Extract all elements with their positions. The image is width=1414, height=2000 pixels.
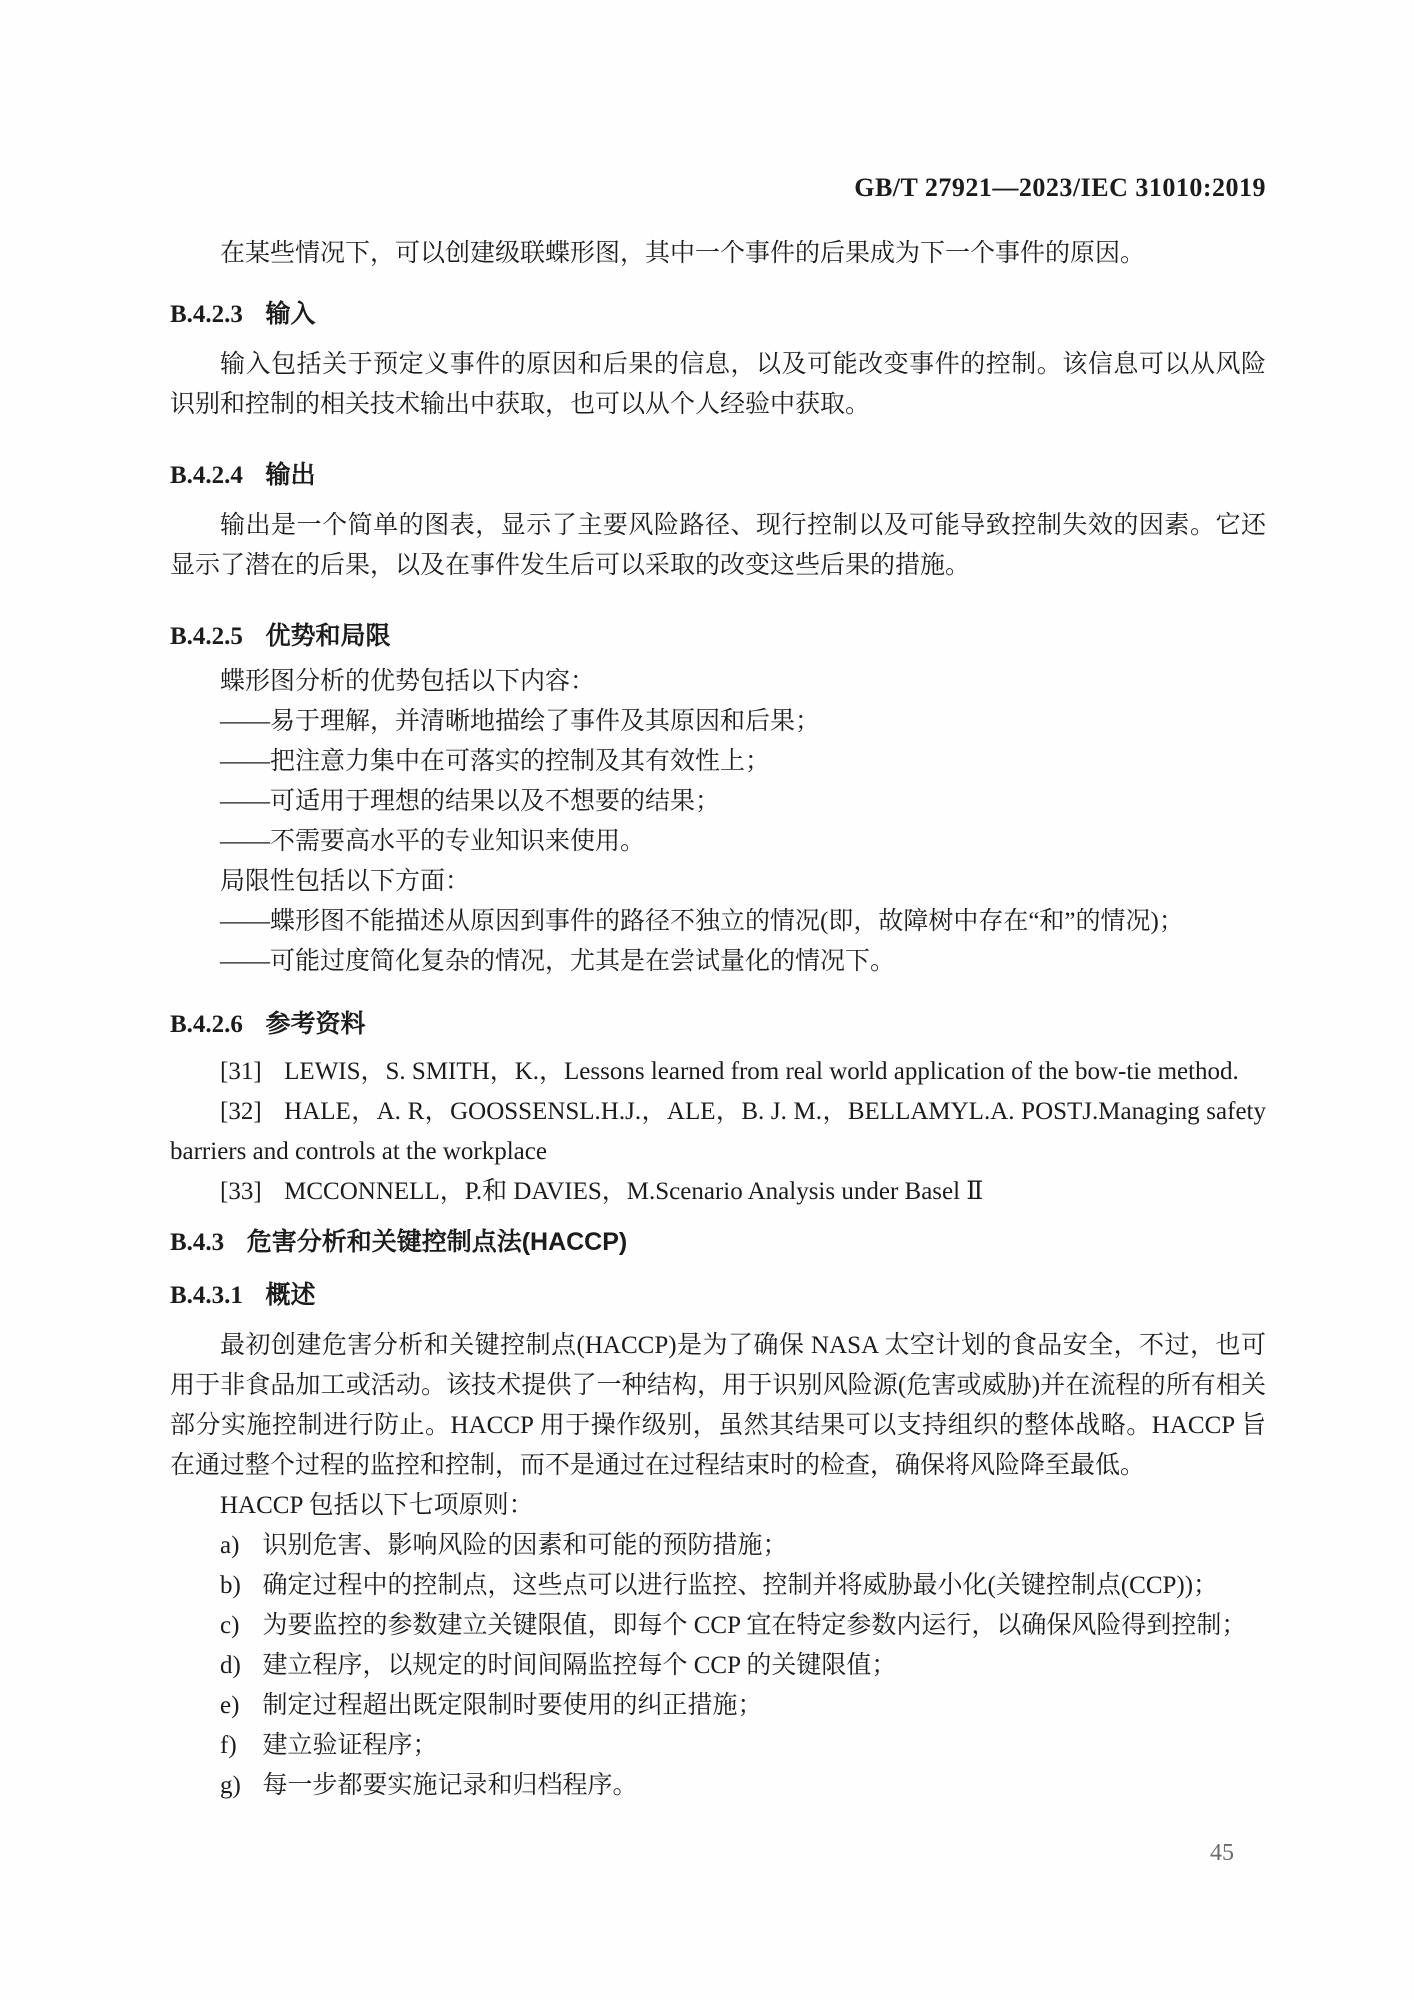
heading-number: B.4.2.3 <box>170 301 243 328</box>
page-number: 45 <box>1210 1840 1234 1866</box>
ref-label: [33] <box>220 1178 262 1205</box>
section-heading-b426 <box>170 1004 1266 1045</box>
principles-intro: HACCP 包括以下七项原则： <box>220 1492 534 1519</box>
principle-text: 每一步都要实施记录和归档程序。 <box>262 1772 638 1799</box>
principle-item <box>170 1726 1266 1766</box>
principle-text: 确定过程中的控制点，这些点可以进行监控、控制并将威胁最小化(关键控制点(CCP))； <box>262 1572 1219 1599</box>
heading-title: 概述 <box>265 1281 316 1309</box>
section-heading-b423 <box>170 294 1266 335</box>
paragraph-b431-overview: 最初创建危害分析和关键控制点(HACCP)是为了确保 NASA 太空计划的食品安全，不过，也可用于非食品加工或活动。该技术提供了一种结构，用于识别风险源(危害或威胁)并在流程的所有相关部分实施控制进行防止。HACCP 用于操作级别，虽然其结果可以支持组织的整体战略。HACCP 旨在通过整个过程的监控和控制，而不是通过在过程结束时的检查，确保将风险降至最低。 <box>170 1332 1266 1479</box>
principle-item <box>170 1686 1266 1726</box>
principle-item <box>170 1526 1266 1566</box>
ref-text: HALE，A. R，GOOSSENSL.H.J.，ALE，B. J. M.，BELLAMYL.A. POSTJ.Managing safety barriers and controls at the workplace <box>170 1098 1266 1165</box>
ref-text: MCCONNELL，P.和 DAVIES，M.Scenario Analysis under Basel Ⅱ <box>284 1178 984 1205</box>
strength-item: ——可适用于理想的结果以及不想要的结果； <box>220 788 721 815</box>
reference-item <box>170 1092 1266 1172</box>
strength-item: ——不需要高水平的专业知识来使用。 <box>220 828 646 855</box>
heading-number: B.4.2.5 <box>170 623 243 650</box>
principle-item <box>170 1646 1266 1686</box>
paragraph-b423: 输入包括关于预定义事件的原因和后果的信息，以及可能改变事件的控制。该信息可以从风险识别和控制的相关技术输出中获取，也可以从个人经验中获取。 <box>170 351 1266 418</box>
paragraph-b424: 输出是一个简单的图表，显示了主要风险路径、现行控制以及可能导致控制失效的因素。它还显示了潜在的后果，以及在事件发生后可以采取的改变这些后果的措施。 <box>170 512 1266 579</box>
limitations-intro: 局限性包括以下方面： <box>220 868 471 895</box>
heading-title: 输入 <box>265 300 316 328</box>
principle-text: 识别危害、影响风险的因素和可能的预防措施； <box>262 1532 788 1559</box>
ref-label: [32] <box>220 1098 262 1125</box>
principle-marker: d) <box>220 1652 241 1679</box>
ref-text: LEWIS，S. SMITH，K.，Lessons learned from real world application of the bow-tie method. <box>284 1058 1239 1085</box>
principle-item <box>170 1766 1266 1806</box>
principle-text: 建立验证程序； <box>262 1732 438 1759</box>
principle-marker: b) <box>220 1572 241 1599</box>
principle-marker: f) <box>220 1732 237 1759</box>
heading-number: B.4.2.6 <box>170 1011 243 1038</box>
section-heading-b424 <box>170 455 1266 496</box>
principle-marker: a) <box>220 1532 240 1559</box>
section-heading-b43 <box>170 1222 1266 1263</box>
limitation-item: ——蝶形图不能描述从原因到事件的路径不独立的情况(即，故障树中存在“和”的情况)； <box>220 908 1184 935</box>
strength-item: ——把注意力集中在可落实的控制及其有效性上； <box>220 748 771 775</box>
principle-item <box>170 1606 1266 1646</box>
ref-label: [31] <box>220 1058 262 1085</box>
principle-text: 制定过程超出既定限制时要使用的纠正措施； <box>262 1692 763 1719</box>
heading-title: 优势和局限 <box>265 622 391 650</box>
reference-item <box>170 1052 1266 1092</box>
principle-marker: g) <box>220 1772 241 1799</box>
heading-number: B.4.3.1 <box>170 1282 243 1309</box>
limitation-item: ——可能过度简化复杂的情况，尤其是在尝试量化的情况下。 <box>220 948 896 975</box>
principle-text: 为要监控的参数建立关键限值，即每个 CCP 宜在特定参数内运行，以确保风险得到控制； <box>262 1612 1247 1639</box>
intro-paragraph: 在某些情况下，可以创建级联蝶形图，其中一个事件的后果成为下一个事件的原因。 <box>220 240 1146 267</box>
principle-text: 建立程序，以规定的时间间隔监控每个 CCP 的关键限值； <box>262 1652 897 1679</box>
section-heading-b431 <box>170 1275 1266 1316</box>
heading-title: 输出 <box>265 461 316 489</box>
strength-item: ——易于理解，并清晰地描绘了事件及其原因和后果； <box>220 708 821 735</box>
section-heading-b425 <box>170 616 1266 657</box>
strengths-intro: 蝶形图分析的优势包括以下内容： <box>220 668 596 695</box>
heading-number: B.4.3 <box>170 1229 225 1256</box>
standard-number-header: GB/T 27921—2023/IEC 31010:2019 <box>854 173 1266 202</box>
heading-title: 参考资料 <box>265 1010 366 1038</box>
heading-number: B.4.2.4 <box>170 462 243 489</box>
reference-item <box>170 1172 1266 1212</box>
principle-marker: e) <box>220 1692 240 1719</box>
principle-marker: c) <box>220 1612 240 1639</box>
principle-item <box>170 1566 1266 1606</box>
heading-title: 危害分析和关键控制点法(HACCP) <box>246 1228 628 1256</box>
